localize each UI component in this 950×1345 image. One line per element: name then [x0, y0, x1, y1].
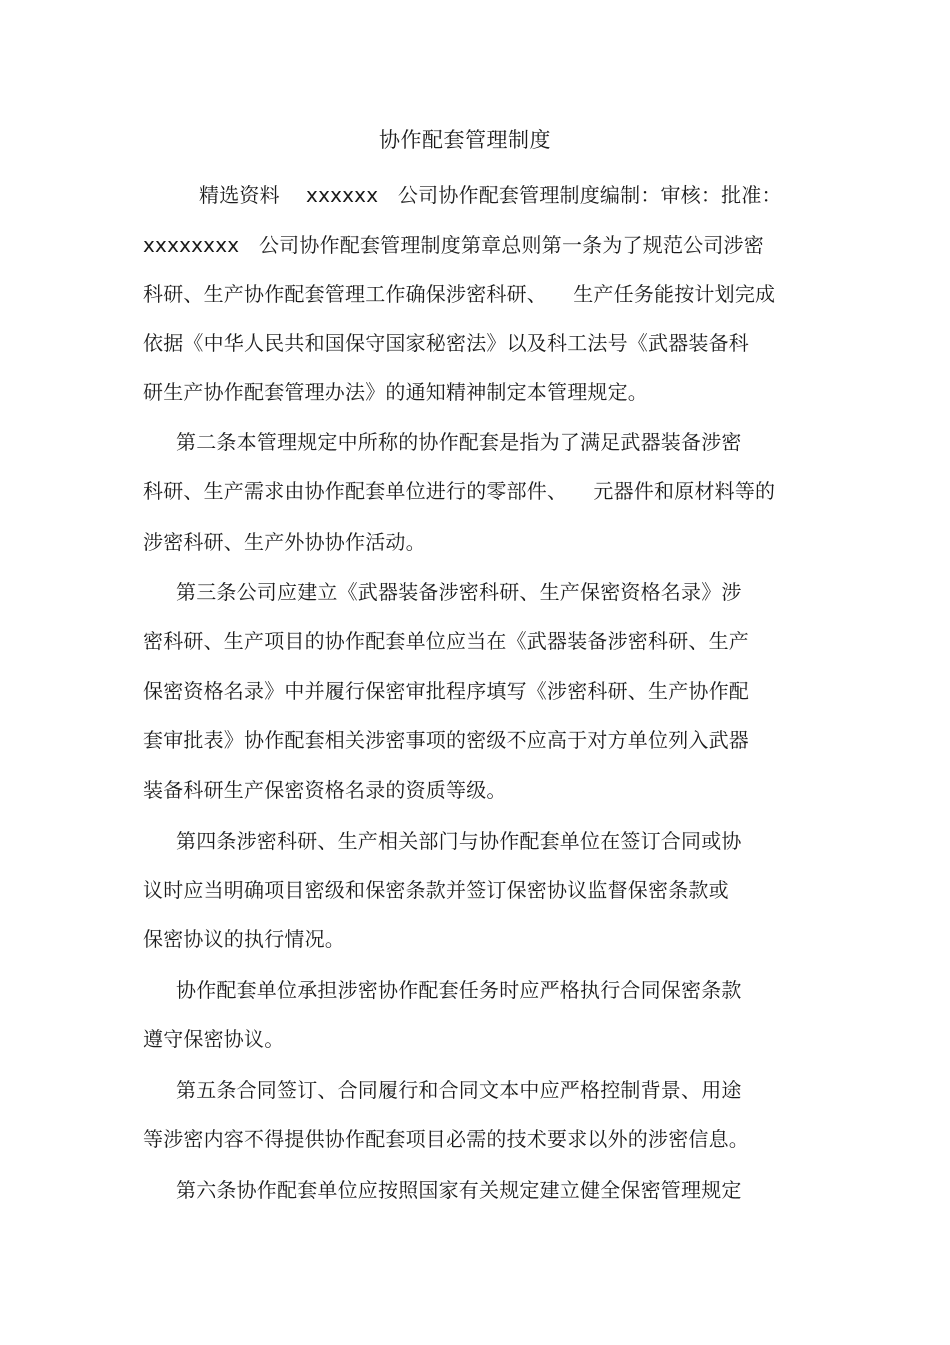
text-line: 精选资料 xxxxxx 公司协作配套管理制度编制：审核：批准：	[199, 183, 782, 207]
text-line: 保密协议的执行情况。	[143, 927, 345, 951]
text-line: 第二条本管理规定中所称的协作配套是指为了满足武器装备涉密	[176, 430, 742, 454]
document-title: 协作配套管理制度	[379, 128, 551, 152]
text-line: 等涉密内容不得提供协作配套项目必需的技术要求以外的涉密信息。	[143, 1127, 749, 1151]
text-line: 保密资格名录》中并履行保密审批程序填写《涉密科研、生产协作配	[143, 679, 749, 703]
text-line: 第四条涉密科研、生产相关部门与协作配套单位在签订合同或协	[176, 829, 742, 853]
text-line: 议时应当明确项目密级和保密条款并签订保密协议监督保密条款或	[143, 878, 729, 902]
text-line: 第五条合同签订、合同履行和合同文本中应严格控制背景、用途	[176, 1078, 742, 1102]
text-line: 第六条协作配套单位应按照国家有关规定建立健全保密管理规定	[176, 1178, 742, 1202]
text-line: 协作配套单位承担涉密协作配套任务时应严格执行合同保密条款	[176, 978, 742, 1002]
text-line: xxxxxxxx 公司协作配套管理制度第章总则第一条为了规范公司涉密	[143, 233, 764, 257]
text-line: 遵守保密协议。	[143, 1027, 285, 1051]
text-line: 科研、生产协作配套管理工作确保涉密科研、 生产任务能按计划完成	[143, 282, 776, 306]
text-line: 第三条公司应建立《武器装备涉密科研、生产保密资格名录》涉	[176, 580, 742, 604]
text-line: 科研、生产需求由协作配套单位进行的零部件、 元器件和原材料等的	[143, 479, 776, 503]
text-line: 装备科研生产保密资格名录的资质等级。	[143, 778, 507, 802]
text-line: 涉密科研、生产外协协作活动。	[143, 530, 426, 554]
text-line: 套审批表》协作配套相关涉密事项的密级不应高于对方单位列入武器	[143, 728, 749, 752]
text-line: 密科研、生产项目的协作配套单位应当在《武器装备涉密科研、生产	[143, 629, 749, 653]
text-line: 研生产协作配套管理办法》的通知精神制定本管理规定。	[143, 380, 648, 404]
text-line: 依据《中华人民共和国保守国家秘密法》以及科工法号《武器装备科	[143, 331, 749, 355]
